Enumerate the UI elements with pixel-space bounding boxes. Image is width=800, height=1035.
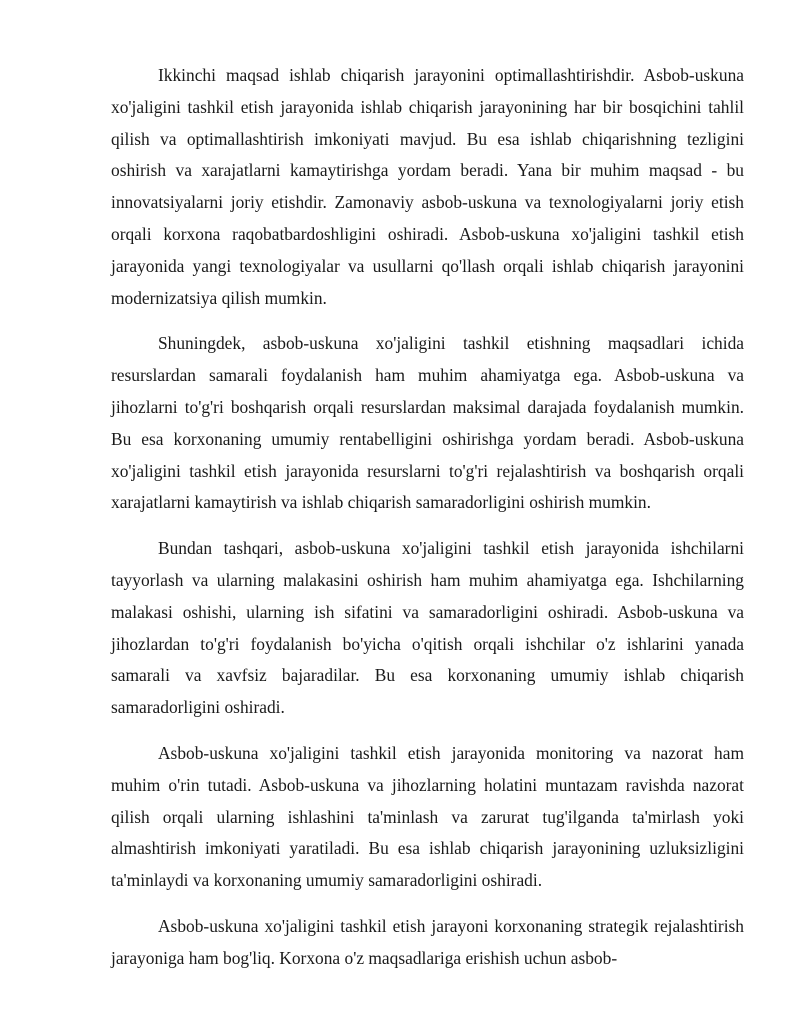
paragraph-optimization: Ikkinchi maqsad ishlab chiqarish jarayonini optimallashtirishdir. Asbob-uskuna xo'jaligini tashkil etish jarayonida ishlab chiqarish jarayonining har bir bosqichini tahlil qilish va optimallashtirish imkoniyati mavjud. Bu esa ishlab chiqarishning tezligini oshirish va xarajatlarni kamaytirishga yordam beradi. Yana bir muhim maqsad - bu innovatsiyalarni joriy etishdir. Zamonaviy asbob-uskuna va texnologiyalarni joriy etish orqali korxona raqobatbardoshligini oshiradi. Asbob-uskuna xo'jaligini tashkil etish jarayonida yangi texnologiyalar va usullarni qo'llash orqali ishlab chiqarish jarayonini modernizatsiya qilish mumkin. (111, 65, 744, 308)
paragraph-strategic-planning: Asbob-uskuna xo'jaligini tashkil etish jarayoni korxonaning strategik rejalashtirish jarayoniga ham bog'liq. Korxona o'z maqsadlariga erishish uchun asbob- (111, 915, 744, 968)
paragraph-resources: Shuningdek, asbob-uskuna xo'jaligini tashkil etishning maqsadlari ichida resurslardan samarali foydalanish ham muhim ahamiyatga ega. Asbob-uskuna va jihozlarni to'g'ri boshqarish orqali resurslardan maksimal darajada foydalanish mumkin. Bu esa korxonaning umumiy rentabelligini oshirishga yordam beradi. Asbob-uskuna xo'jaligini tashkil etish jarayonida resurslarni to'g'ri rejalashtirish va boshqarish orqali xarajatlarni kamaytirish va ishlab chiqarish samaradorligini oshirish mumkin. (111, 333, 744, 513)
paragraph-monitoring: Asbob-uskuna xo'jaligini tashkil etish jarayonida monitoring va nazorat ham muhim o'rin tutadi. Asbob-uskuna va jihozlarning holatini muntazam ravishda nazorat qilish orqali ularning ishlashini ta'minlash va zarurat tug'ilganda ta'mirlash yoki almashtirish imkoniyati yaratiladi. Bu esa ishlab chiqarish jarayonining uzluksizligini ta'minlaydi va korxonaning umumiy samaradorligini oshiradi. (111, 742, 744, 891)
paragraph-training: Bundan tashqari, asbob-uskuna xo'jaligini tashkil etish jarayonida ishchilarni tayyorlash va ularning malakasini oshirish ham muhim ahamiyatga ega. Ishchilarning malakasi oshishi, ularning ish sifatini va samaradorligini oshiradi. Asbob-uskuna va jihozlardan to'g'ri foydalanish bo'yicha o'qitish orqali ishchilar o'z ishlarini yanada samarali va xavfsiz bajaradilar. Bu esa korxonaning umumiy ishlab chiqarish samaradorligini oshiradi. (111, 538, 744, 718)
document-page (111, 60, 744, 989)
